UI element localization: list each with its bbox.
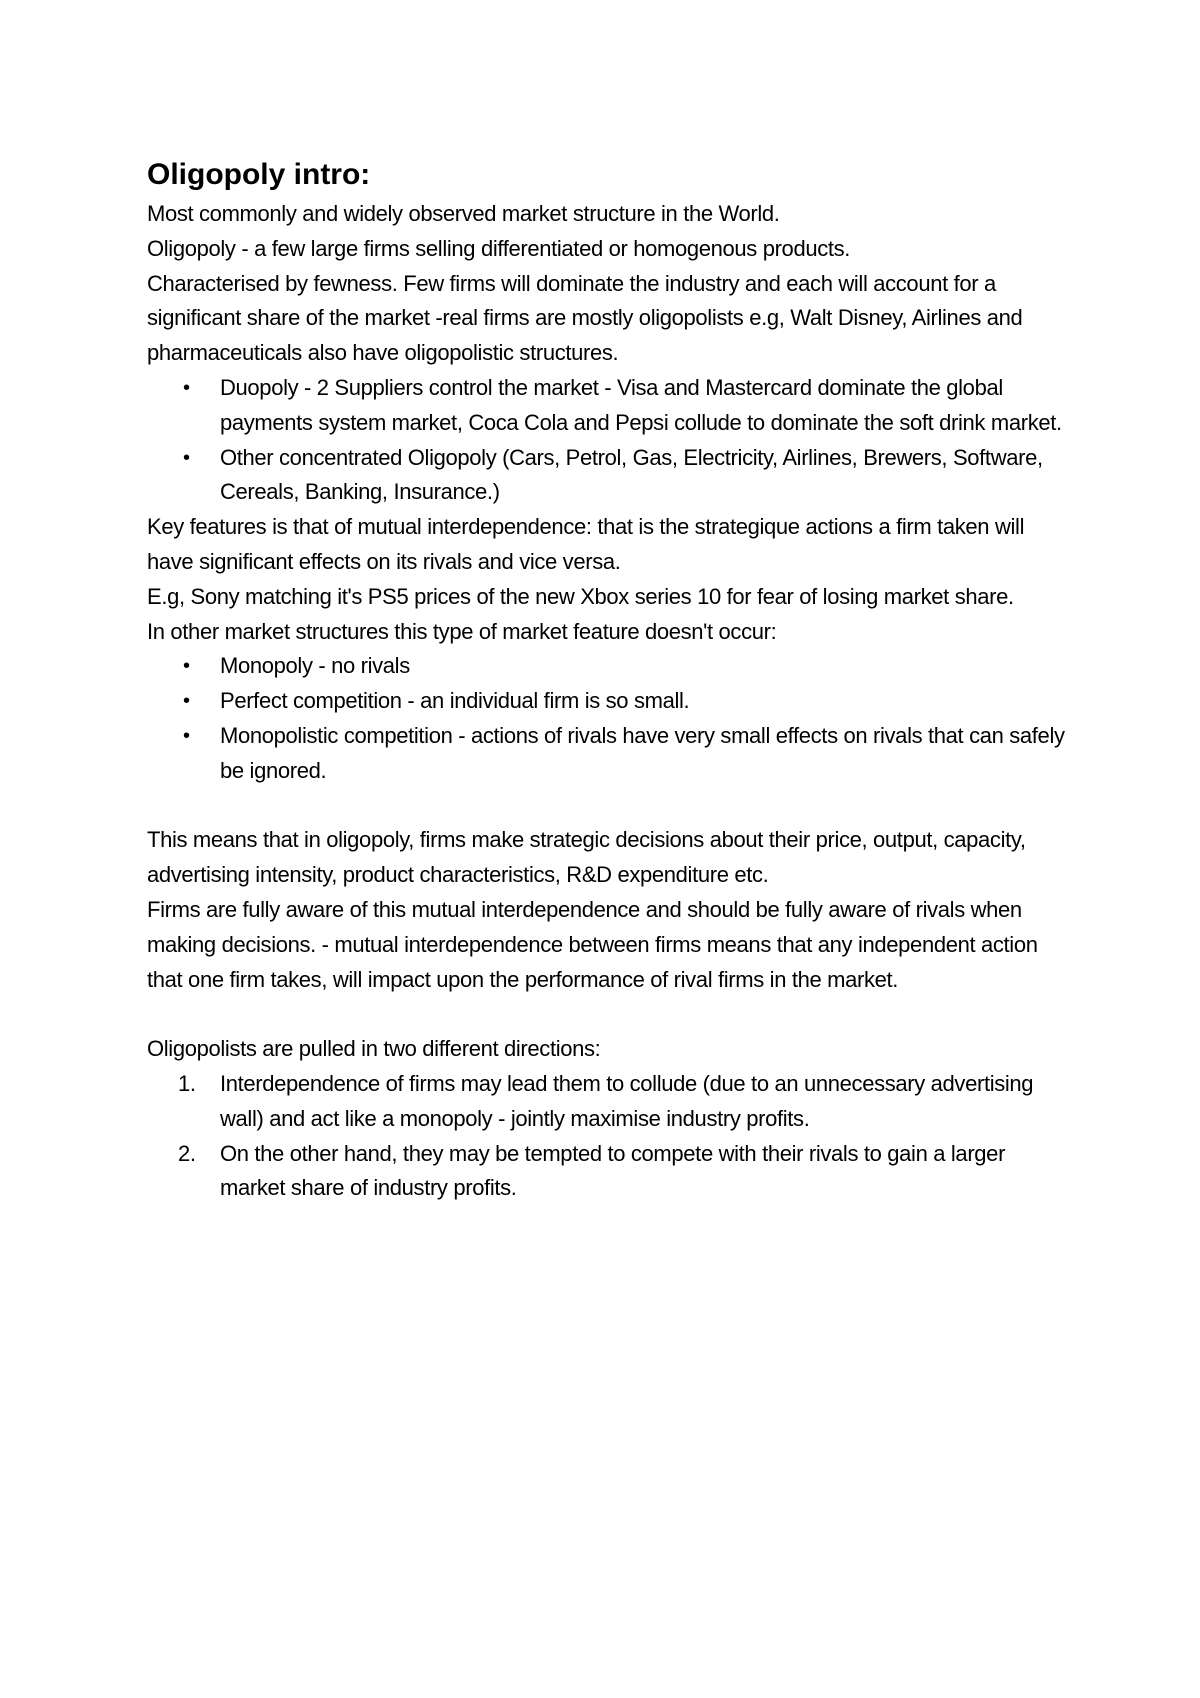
list-item <box>147 441 1070 511</box>
intro-paragraph-3: Characterised by fewness. Few firms will dominate the industry and each will account for a significant share of the market -real firms are mostly oligopolists e.g, Walt Disney, Airlines and pharmaceuticals also have oligopolistic structures. <box>147 270 1023 366</box>
item-number: 2. <box>178 1140 196 1166</box>
bullet-icon: • <box>183 446 190 469</box>
interdependence-paragraph: Firms are fully aware of this mutual interdependence and should be fully aware of rivals when making decisions. - mutual interdependence between firms means that any independent action that one firm takes, will impact upon the performance of rival firms in the market. <box>147 896 1038 992</box>
numbered-item <box>147 1137 1070 1207</box>
other-structures-list <box>147 649 1070 788</box>
list-item-text: Monopoly - no rivals <box>220 653 410 679</box>
blank-line <box>147 789 1070 824</box>
other-structures-paragraph: In other market structures this type of market feature doesn't occur: <box>147 618 777 644</box>
list-item-text: Perfect competition - an individual firm is so small. <box>220 688 690 714</box>
page-title: Oligopoly intro: <box>147 158 371 191</box>
intro-line-1: Most commonly and widely observed market structure in the World. <box>147 201 780 226</box>
blank-line <box>147 997 1070 1032</box>
bullet-icon: • <box>183 376 190 399</box>
numbered-item <box>147 1067 1070 1137</box>
key-features-paragraph: Key features is that of mutual interdependence: that is the strategique actions a firm taken will have significant effects on its rivals and vice versa. <box>147 514 1025 574</box>
list-item-text: Duopoly - 2 Suppliers control the market - Visa and Mastercard dominate the global payments system market, Coca Cola and Pepsi collude to dominate the soft drink market. <box>220 374 1062 435</box>
intro-line-2: Oligopoly - a few large firms selling differentiated or homogenous products. <box>147 235 851 261</box>
directions-paragraph: Oligopolists are pulled in two different directions: <box>147 1036 601 1062</box>
bullet-icon: • <box>183 690 190 713</box>
item-number: 1. <box>178 1070 196 1096</box>
list-item <box>147 684 1070 719</box>
bullet-icon: • <box>183 724 190 747</box>
example-paragraph: E.g, Sony matching it's PS5 prices of the new Xbox series 10 for fear of losing market share. <box>147 583 1014 609</box>
strategic-decisions-paragraph: This means that in oligopoly, firms make strategic decisions about their price, output, capacity, advertising intensity, product characteristics, R&D expenditure etc. <box>147 827 1026 888</box>
directions-list <box>147 1067 1070 1206</box>
list-item-text: Other concentrated Oligopoly (Cars, Petrol, Gas, Electricity, Airlines, Brewers, Software, Cereals, Banking, Insurance.) <box>220 444 1043 505</box>
list-item <box>147 719 1070 789</box>
bullet-icon: • <box>183 655 190 678</box>
list-item-text: Monopolistic competition - actions of rivals have very small effects on rivals that can safely be ignored. <box>220 722 1065 783</box>
list-item <box>147 649 1070 684</box>
list-item <box>147 371 1070 441</box>
market-examples-list <box>147 371 1070 510</box>
list-item-text: On the other hand, they may be tempted to compete with their rivals to gain a larger market share of industry profits. <box>220 1140 1006 1201</box>
list-item-text: Interdependence of firms may lead them to collude (due to an unnecessary advertising wall) and act like a monopoly - jointly maximise industry profits. <box>220 1070 1034 1131</box>
